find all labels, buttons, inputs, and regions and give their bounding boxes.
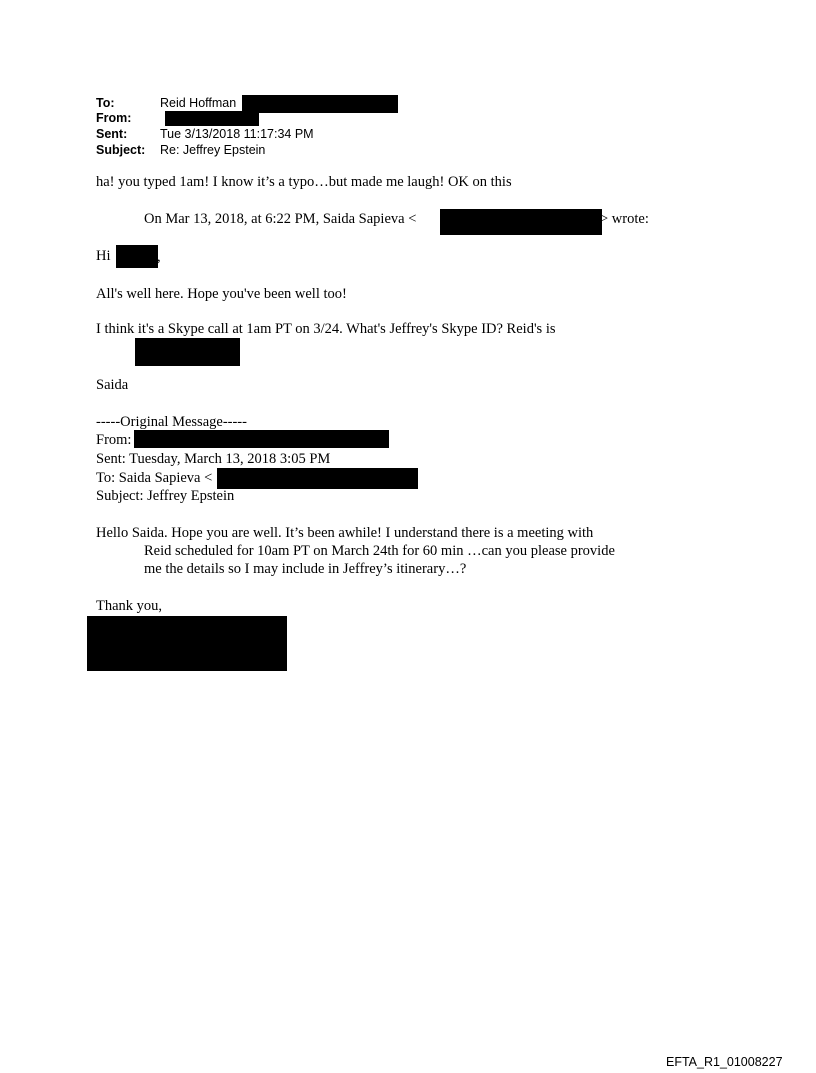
subject-label: Subject:	[96, 143, 146, 157]
hello-line-3: me the details so I may include in Jeffrey’s itinerary…?	[144, 561, 467, 577]
sent-value: Tue 3/13/2018 11:17:34 PM	[160, 127, 314, 141]
thank-you: Thank you,	[96, 598, 163, 614]
orig-to-prefix: To: Saida Sapieva <	[96, 470, 213, 486]
sent-label: Sent:	[96, 127, 128, 141]
redaction-saida-email	[440, 209, 602, 235]
orig-from-label: From:	[96, 432, 132, 448]
to-value: Reid Hoffman	[160, 96, 237, 110]
greeting-trail: ,	[157, 249, 161, 265]
from-label: From:	[96, 111, 132, 125]
redaction-skype-id	[135, 338, 240, 366]
redaction-from-sender	[165, 111, 259, 126]
redaction-signature	[87, 616, 287, 671]
redaction-greeting-name	[116, 245, 158, 268]
redaction-orig-to	[217, 468, 418, 489]
signoff-name: Saida	[96, 377, 129, 393]
doc-id: EFTA_R1_01008227	[666, 1055, 783, 1069]
orig-subject: Subject: Jeffrey Epstein	[96, 488, 235, 504]
greeting: Hi	[96, 248, 111, 264]
quote-intro-suffix: > wrote:	[600, 211, 649, 227]
hello-line-1: Hello Saida. Hope you are well. It’s been awhile! I understand there is a meeting with	[96, 525, 594, 541]
orig-sent: Sent: Tuesday, March 13, 2018 3:05 PM	[96, 451, 331, 467]
redaction-orig-from	[134, 430, 389, 448]
skype-line: I think it's a Skype call at 1am PT on 3/24. What's Jeffrey's Skype ID? Reid's is	[96, 321, 556, 337]
quote-intro-prefix: On Mar 13, 2018, at 6:22 PM, Saida Sapieva <	[144, 211, 417, 227]
subject-value: Re: Jeffrey Epstein	[160, 143, 266, 157]
reply-line: ha! you typed 1am! I know it’s a typo…but made me laugh! OK on this	[96, 174, 512, 190]
to-label: To:	[96, 96, 115, 110]
original-message-divider: -----Original Message-----	[96, 414, 247, 430]
redaction-to-email	[242, 95, 398, 113]
wellbeing-line: All's well here. Hope you've been well too!	[96, 286, 347, 302]
hello-line-2: Reid scheduled for 10am PT on March 24th for 60 min …can you please provide	[144, 543, 615, 559]
